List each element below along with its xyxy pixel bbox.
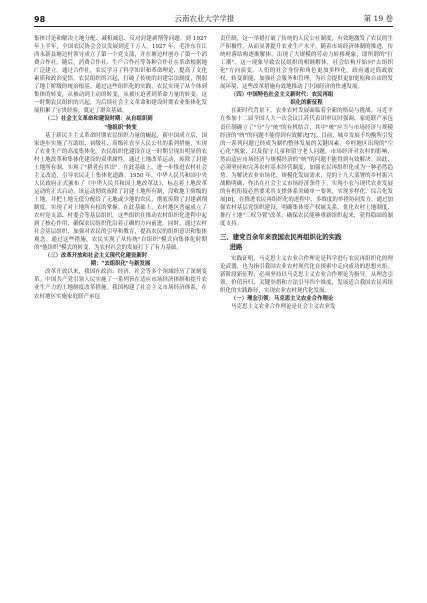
section-number: 三、 [220,233,233,242]
paragraph: 基于新民主主义革命时期农民组织力量的崛起，新中国成立后，国家逐步实施了互助组、初级社、高级社直至人民公社的系列措施，实现了农业生产的高度集体化。农民组织化建设在这一时期呈现出明显的农村土地改革和集体化建设的双重属性。通过土地改革运动，废除了封建土地所有制，实现了"耕者有其田"。在此基础上，进一步推进农村社会主义改造，引导农民走上集体化道路。1950 年，中华人民共和国中央人民政府正式颁布了《中华人民共和国土地改革法》，标志着土地改革运动的正式启动。该运动彻底废除了封建土地所有制，没收地主阶级的土地，并把土地无偿分配给了无地或少地的农民，彻底废除了封建剥削制度，实现了对土地所有权的掌握。在此基础上，农村地区普遍成立了农村党支部、村委会等基层组织。这些组织在推动农村组织化进程中起到了核心作用，确保农民组织化沿着正确的方向前进。同时，通过农村社会基层组织，加强对农民的引导和教育，提高农民的组织意识和集体观念。通过这些措施，农民实现了从传统"自组织"模式向集体化时期的"他组织"模式的转变，为农村社会的发展打下了有力基础。 [34,132,207,252]
subsection-heading-line: 期："去组织化"与新发展 [90,261,151,268]
subsection-heading-line: （二）社会主义革命和建设时期：从自组织到 [44,116,153,123]
subsection-heading-line: （四）中国特色社会主义新时代：农民再组 [230,92,334,99]
journal-title: 云南农业大学学报 [174,14,235,23]
paragraph: 在新时代背景下，农业农村发展面临着全新的格局与挑战。习近平在参加十二届全国人大一次会议江苏代表团审议时强调，家庭联产承包责任制确立了"分"与"统"的有机结合，其中"统"应当与市场经济与规模经济的"统"的问题不能得到有效解决[7]。目前，城乡发展不均衡所引发的一系列问题已经成为制约整体发展的关键因素。乡村地区出现的"空心化"现象，以及留守儿童和留守老人问题，市场经济对农村的影响，然而适应市场经济与规模经济的"统"的问题不能得到有效解决。因此，必须坚持和完善农村基本经营制度，加强农民再组织化成为一种必然趋势。为解决农业市场化、规模化发展需求，党的十九大部署的乡村振兴战略明确，作出在社会主义市场经济条件下，实现小农与现代农业发展的有机衔接必然要求其支撑体系突破单一要领，实现多样化、综合化发展[8]。在推进农民再组织化的进程中，多维度的举措协同发力。通过加强农村基层党组织建设，明确集体资产权属关系，优化农村土地制度，推行土地"三权分置"改革，确保农民能够重新组织起来，获得稳固的制度支持。 [220,108,393,228]
left-column [34,35,207,311]
section-title-line: 建党百余年来我国农民再组织化的实践 [232,233,342,242]
subsection-heading [34,252,207,268]
subsection-heading-line: "他组织"转变 [104,124,137,131]
subsection-heading [34,115,207,131]
right-column [220,35,393,311]
paragraph: 实践证明，马克思主义农业合作理论是科学进行农民再组织化的理论武器，也为指引我国农业农村现代化在探索中走向成功的思想火炬。新阶段新征程，必须坚持以马克思主义农业合作理论为指导，从理念引领、价值旨归、关键举措和方法引导四个维度，发展适合我国农民再组织化的实践路径，实现农业农村现代化发展。 [220,256,393,295]
volume-number: 第 19 卷 [363,14,393,23]
paragraph: 马克思主义农业合作理论是社会主义农业发 [231,304,336,311]
page-header [34,8,393,27]
page-number: 98 [34,15,46,24]
subsection-heading: （一）理念引领：马克思主义农业合作理论 [230,296,334,303]
section-heading [220,232,393,252]
paragraph: 集体讨论和解决土地分配、减租减息、反对封建剥削等问题。到 1927 年上半年，全国农民协会会员发展到近千万人。1927 年，毛泽东在江西永新县塘边村领导成立了第一个党支部，并在塘边村创办了第一个消费合作社。随后，消费合作社、生产合作社等各种合作社在革命根据地广泛建立。通过合作社，农民学习了科学知识和革命理论，提高了文化素质和政治觉悟。农民组织的兴起，打破了传统的封建宗法制度，削弱了地主阶级的统治根基。通过这些组织化的实践，农民实现了从个体到集体的转变，从被动到主动的转变，从被压迫者到革命力量的转变。这一时期农民组织的兴起，为后续社会主义革命和建设时期农业集体化发展积累了宝贵经验，奠定了群众基础。 [34,36,207,115]
subsection-heading [220,91,393,107]
subsection-heading-line: （三）改革开放和社会主义现代化建设新时 [44,253,148,260]
paragraph: 改革开放以来，我国在政治、经济、社会等多个领域经历了深刻变革。中国共产党引领人民实施了一系列旨在适应市场经济体制和提升农业生产力的土地制度改革措施。我国构建了社会主义市场经济体系，在农村地区实施家庭联产承包 [34,269,207,300]
subsection-heading-line: 织化的新征程 [290,100,323,107]
paragraph: 责任制，这一举措打破了传统的人民公社制度，有效地激发了农民的生产积极性，从而显著提升农业生产水平。随着市场经济体制的推进，传统村落结构逐渐解体，出现了大规模的劳动力转移现象，即所谓的"打工潮"。这一现象导致农民组织的相继解体，社会结构开始向"去组织化"方向演变。人们的社会身份和角色更加多样化。政府通过简政放权，转变职能，加强社会服务和管理，为社会提供更加宽松和自由的发展环境，这些改革措施有效地推动了中国经济的快速发展。 [220,36,393,91]
section-title-line: 进路 [229,243,243,252]
two-column-body [34,35,393,311]
